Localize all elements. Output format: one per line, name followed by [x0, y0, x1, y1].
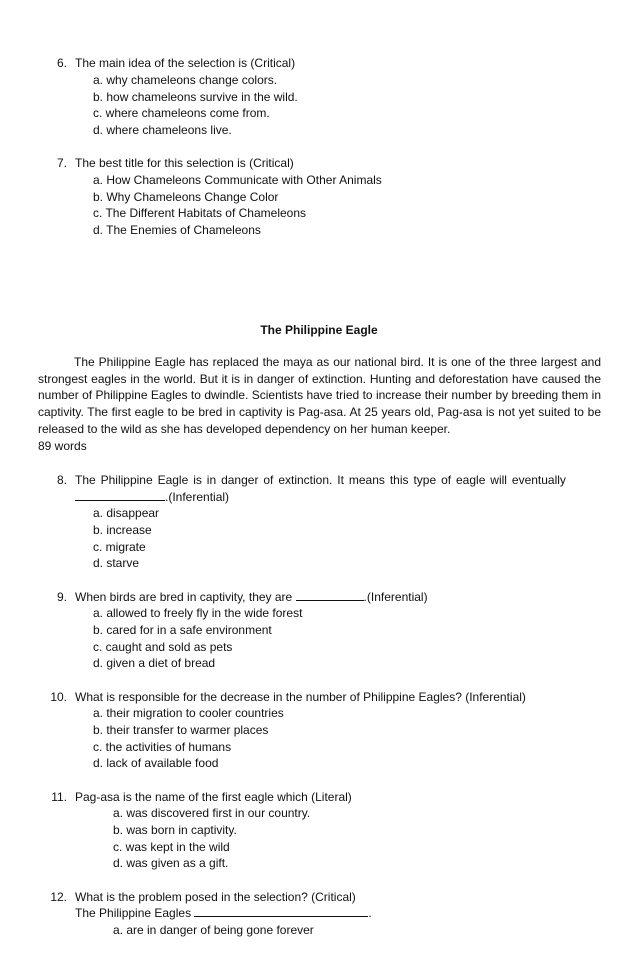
- question-number: 11.: [51, 790, 67, 804]
- option-d: d. given a diet of bread: [93, 656, 216, 670]
- question-stem: What is the problem posed in the selection? (Critical): [75, 890, 356, 904]
- question-number: 10.: [50, 690, 67, 704]
- question-stem-suffix: .: [368, 906, 372, 920]
- option-c: c. the activities of humans: [93, 740, 232, 754]
- option-d: d. lack of available food: [93, 756, 219, 770]
- question-stem: The main idea of the selection is (Critical): [75, 56, 296, 70]
- question-skill: .(Inferential): [165, 490, 230, 504]
- passage-text: The Philippine Eagle has replaced the maya as our national bird. It is one of the three largest and strongest eagles in the world. But it is in danger of extinction. Hunting and deforestation have caused the number of Philippine Eagles to dwindle. Scientists have tried to increase their number by breeding them in captivity. The first eagle to be bred in captivity is Pag-asa. At 25 years old, Pag-asa is not yet suited to be released to the wild as she has developed dependency on her human keeper.: [38, 355, 601, 436]
- option-b: b. increase: [93, 523, 152, 537]
- option-a: a. are in danger of being gone forever: [113, 923, 314, 937]
- question-number: 7.: [56, 156, 67, 170]
- answer-blank: [75, 489, 165, 501]
- option-c: c. migrate: [93, 540, 146, 554]
- option-d: d. The Enemies of Chameleons: [93, 223, 261, 237]
- option-b: b. cared for in a safe environment: [93, 623, 272, 637]
- option-c: c. The Different Habitats of Chameleons: [93, 206, 306, 220]
- option-b: b. was born in captivity.: [113, 823, 237, 837]
- option-c: c. was kept in the wild: [113, 840, 230, 854]
- option-a: a. was discovered first in our country.: [113, 806, 311, 820]
- option-b: b. their transfer to warmer places: [93, 723, 269, 737]
- question-stem: The Philippine Eagle is in danger of extinction. It means this type of eagle will eventually: [75, 473, 566, 487]
- question-number: 9.: [56, 590, 67, 604]
- option-c: c. where chameleons come from.: [93, 106, 270, 120]
- question-number: 12.: [50, 890, 67, 904]
- question-stem-prefix: When birds are bred in captivity, they are: [75, 590, 296, 604]
- option-a: a. their migration to cooler countries: [93, 706, 284, 720]
- word-count: 89 words: [38, 439, 87, 453]
- question-number: 6.: [56, 56, 67, 70]
- question-stem: Pag-asa is the name of the first eagle which (Literal): [75, 790, 352, 804]
- question-stem: [75, 589, 428, 606]
- option-a: a. disappear: [93, 506, 160, 520]
- question-stem: What is responsible for the decrease in the number of Philippine Eagles? (Inferential): [75, 690, 526, 704]
- option-a: a. How Chameleons Communicate with Other Animals: [93, 173, 382, 187]
- option-a: a. why chameleons change colors.: [93, 73, 278, 87]
- question-skill: .(Inferential): [363, 590, 428, 604]
- option-b: b. Why Chameleons Change Color: [93, 190, 279, 204]
- option-a: a. allowed to freely fly in the wide forest: [93, 606, 303, 620]
- question-stem: The best title for this selection is (Critical): [75, 156, 294, 170]
- question-stem-line2: [75, 905, 372, 922]
- option-d: d. where chameleons live.: [93, 123, 232, 137]
- passage-title: The Philippine Eagle: [260, 323, 378, 337]
- answer-blank: [296, 589, 364, 601]
- question-number: 8.: [56, 473, 67, 487]
- option-c: c. caught and sold as pets: [93, 640, 233, 654]
- option-d: d. was given as a gift.: [113, 856, 229, 870]
- answer-blank: [194, 905, 368, 917]
- question-stem-prefix: The Philippine Eagles: [75, 906, 195, 920]
- option-b: b. how chameleons survive in the wild.: [93, 90, 298, 104]
- question-stem-line2: [75, 489, 229, 506]
- option-d: d. starve: [93, 556, 140, 570]
